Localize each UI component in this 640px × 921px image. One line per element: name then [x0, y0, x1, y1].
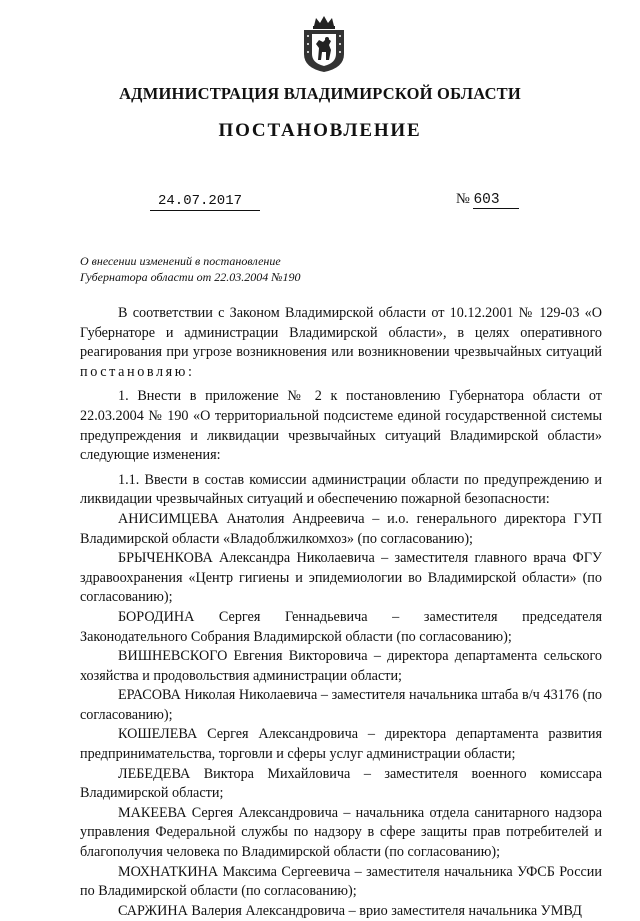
member-position: – заместителя главного врача ФГУ здравоохранения «Центр гигиены и эпидемиологии во Владимирской области» (по согласованию);	[80, 550, 602, 606]
number-value: 603	[473, 192, 519, 209]
member-name: САРЖИНА Валерия Александровича	[118, 902, 346, 919]
member-entry	[80, 686, 602, 725]
subject-line: Губернатора области от 22.03.2004 №190	[80, 270, 301, 284]
member-position: – врио заместителя начальника УМВД	[348, 902, 582, 919]
member-position: – заместителя начальника УФСБ России по Владимирской области (по согласованию);	[80, 863, 602, 900]
subject-line: О внесении изменений в постановление	[80, 254, 281, 268]
coat-of-arms-icon	[300, 14, 348, 74]
member-position: – директора департамента развития предпринимательства, торговли и сферы услуг администрации области;	[80, 726, 603, 763]
item-1-1: 1.1. Ввести в состав комиссии администрации области по предупреждению и ликвидации чрезвычайных ситуаций и обеспечению пожарной безопасности:	[80, 471, 602, 508]
member-position: – начальника отдела санитарного надзора управления Федеральной службы по надзору в сфере защиты прав потребителей и благополучия человека по Владимирской области (по согласованию);	[80, 804, 602, 861]
member-entry	[80, 765, 602, 804]
organization-name: АДМИНИСТРАЦИЯ ВЛАДИМИРСКОЙ ОБЛАСТИ	[119, 84, 521, 103]
member-entry	[80, 608, 602, 647]
member-name: БОРОДИНА Сергея Геннадьевича	[118, 608, 368, 625]
member-name: ВИШНЕВСКОГО Евгения Викторовича	[118, 648, 368, 665]
document-subject	[80, 253, 380, 285]
decree-word: постановляю:	[80, 363, 195, 380]
member-entry	[80, 549, 602, 608]
member-name: ЛЕБЕДЕВА Виктора Михайловича	[118, 765, 351, 782]
member-entry	[80, 863, 602, 902]
document-date: 24.07.2017	[150, 193, 260, 211]
member-entry	[80, 804, 602, 863]
preamble-paragraph	[80, 304, 602, 382]
member-position: – заместителя военного комиссара Владимирской области;	[80, 765, 603, 802]
member-position: – директора департамента сельского хозяйства и продовольствия администрации области;	[80, 648, 603, 684]
member-name: БРЫЧЕНКОВА Александра Николаевича	[118, 550, 375, 567]
member-entry	[80, 647, 602, 686]
preamble-text: В соответствии с Законом Владимирской области от 10.12.2001 № 129-03 «О Губернаторе и администрации Владимирской области», в целях оперативного реагирования при угрозе возникновения или возникновении чрезвычайных ситуаций	[80, 305, 602, 361]
member-name: АНИСИМЦЕВА Анатолия Андреевича	[118, 510, 365, 527]
document-type: ПОСТАНОВЛЕНИЕ	[218, 120, 422, 141]
member-entry	[80, 725, 602, 764]
member-name: МОХНАТКИНА Максима Сергеевича	[118, 863, 351, 880]
item-1: 1. Внести в приложение № 2 к постановлению Губернатора области от 22.03.2004 № 190 «О территориальной подсистеме единой государственной системы предупреждения и ликвидации чрезвычайных ситуаций Владимирской области» следующие изменения:	[80, 388, 602, 464]
member-name: МАКЕЕВА Сергея Александровича	[118, 804, 339, 821]
member-position: – заместителя начальника штаба в/ч 43176 (по согласованию);	[80, 687, 603, 723]
member-entry	[80, 510, 602, 549]
member-position: – заместителя председателя Законодательного Собрания Владимирской области (по согласованию);	[80, 608, 603, 645]
document-number	[456, 191, 519, 209]
member-name: ЕРАСОВА Николая Николаевича	[118, 687, 318, 704]
member-name: КОШЕЛЕВА Сергея Александровича	[118, 726, 359, 743]
number-prefix: №	[456, 191, 470, 207]
member-position: – и.о. генерального директора ГУП Владимирской области «Владоблжилкомхоз» (по согласованию);	[80, 510, 603, 547]
document-body	[80, 304, 602, 921]
